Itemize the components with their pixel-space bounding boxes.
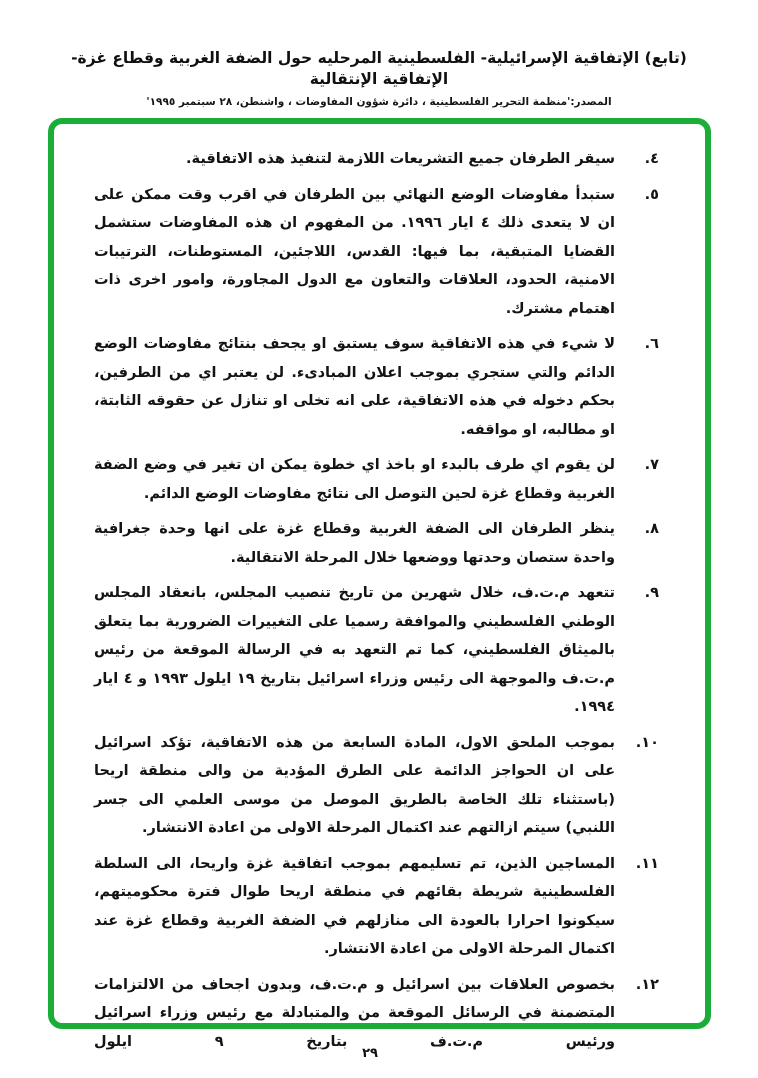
item-text: بخصوص العلاقات بين اسرائيل و م.ت.ف، وبدون اجحاف من الالتزامات المتضمنة في الرسائل الموقعة من والمتبادلة مع رئيس وزراء اسرائيل ورئيس م.ت.ف بتاريخ ٩ ايلول xyxy=(94,976,615,1050)
item-text: تتعهد م.ت.ف، خلال شهرين من تاريخ تنصيب المجلس، بانعقاد المجلس الوطني الفلسطيني والموافقة رسميا على التغييرات الضرورية بما يتعلق بالميثاق الفلسطيني، كما تم التعهد به في الرسالة الموقعة من رئيس م.ت.ف والموجهة الى رئيس وزراء اسرائيل بتاريخ ١٩ ايلول ١٩٩٣ و ٤ ايار ١٩٩٤. xyxy=(94,585,615,715)
list-item xyxy=(94,971,659,1057)
item-text: ستبدأ مفاوضات الوضع النهائي بين الطرفان في اقرب وقت ممكن على ان لا يتعدى ذلك ٤ ايار ١٩٩٦. من المفهوم ان هذه المفاوضات ستشمل القضايا المتبقية، بما فيها: القدس، اللاجئين، المستوطنات، الترتيبات الامنية، الحدود، العلاقات والتعاون مع الدول المجاورة، وامور اخرى ذات اهتمام مشترك. xyxy=(94,186,615,317)
item-number: ١١. xyxy=(635,855,659,872)
item-text: بموجب الملحق الاول، المادة السابعة من هذه الاتفاقية، تؤكد اسرائيل على ان الحواجز الدائمة على الطرق المؤدية من والى منطقة اريحا (باستثناء تلك الخاصة بالطريق الموصل من موسى العلمي الى جسر اللنبي) سيتم ازالتهم عند اكتمال المرحلة الاولى من اعادة الانتشار. xyxy=(94,734,615,836)
list-item xyxy=(94,145,659,174)
list-item xyxy=(94,579,659,722)
item-text: لا شيء في هذه الاتفاقية سوف يستبق او يجحف بنتائج مفاوضات الوضع الدائم والتي ستجري بموجب اعلان المبادىء. لن يعتبر اي من الطرفين، بحكم دخوله في هذه الاتفاقية، على انه تخلى او تنازل عن حقوقه الثابتة، او مطالبه، او مواقفه. xyxy=(94,336,615,438)
page-number: ٢٩ xyxy=(362,1046,378,1061)
item-number: ٨. xyxy=(644,521,659,537)
item-text: المساجين الذين، تم تسليمهم بموجب اتفاقية غزة واريحا، الى السلطة الفلسطينية شريطة بقائهم في منطقة اريحا طوال فترة محكوميتهم، سيكونوا احرارا بالعودة الى منازلهم في الضفة الغربية وقطاع غزة عند اكتمال المرحلة الاولى من اعادة الانتشار. xyxy=(94,855,615,957)
list-item xyxy=(94,330,659,444)
item-number: ١٠. xyxy=(635,734,659,751)
item-number: ١٢. xyxy=(635,976,659,993)
list-item xyxy=(94,451,659,508)
document-source-line: المصدر:'منظمة التحرير الفلسطينية ، دائرة شؤون المفاوضات ، واشنطن، ٢٨ سبتمبر ١٩٩٥' xyxy=(146,96,612,108)
item-number: ٧. xyxy=(644,457,659,473)
item-text: لن يقوم اي طرف بالبدء او باخذ اي خطوة يمكن ان تغير في وضع الضفة الغربية وقطاع غزة لحين التوصل الى نتائج مفاوضات الوضع الدائم. xyxy=(94,457,615,502)
item-text: سيقر الطرفان جميع التشريعات اللازمة لتنفيذ هذه الاتفاقية. xyxy=(186,151,615,167)
list-item xyxy=(94,181,659,324)
green-bordered-content-box xyxy=(48,118,711,1050)
document-title: (تابع) الإتفاقية الإسرائيلية- الفلسطينية المرحليه حول الضفة الغربية وقطاع غزة- الإتفاقية الإنتقالية xyxy=(71,49,687,88)
item-number: ٥. xyxy=(644,186,659,203)
item-number: ٦. xyxy=(644,336,659,352)
item-text: ينظر الطرفان الى الضفة الغربية وقطاع غزة على انها وحدة جغرافية واحدة ستصان وحدتها ووضعها خلال المرحلة الانتقالية. xyxy=(94,521,615,566)
list-item xyxy=(94,515,659,572)
document-header xyxy=(0,48,758,108)
list-item xyxy=(94,729,659,843)
list-item xyxy=(94,850,659,964)
item-number: ٤. xyxy=(644,151,659,167)
item-number: ٩. xyxy=(644,585,659,601)
